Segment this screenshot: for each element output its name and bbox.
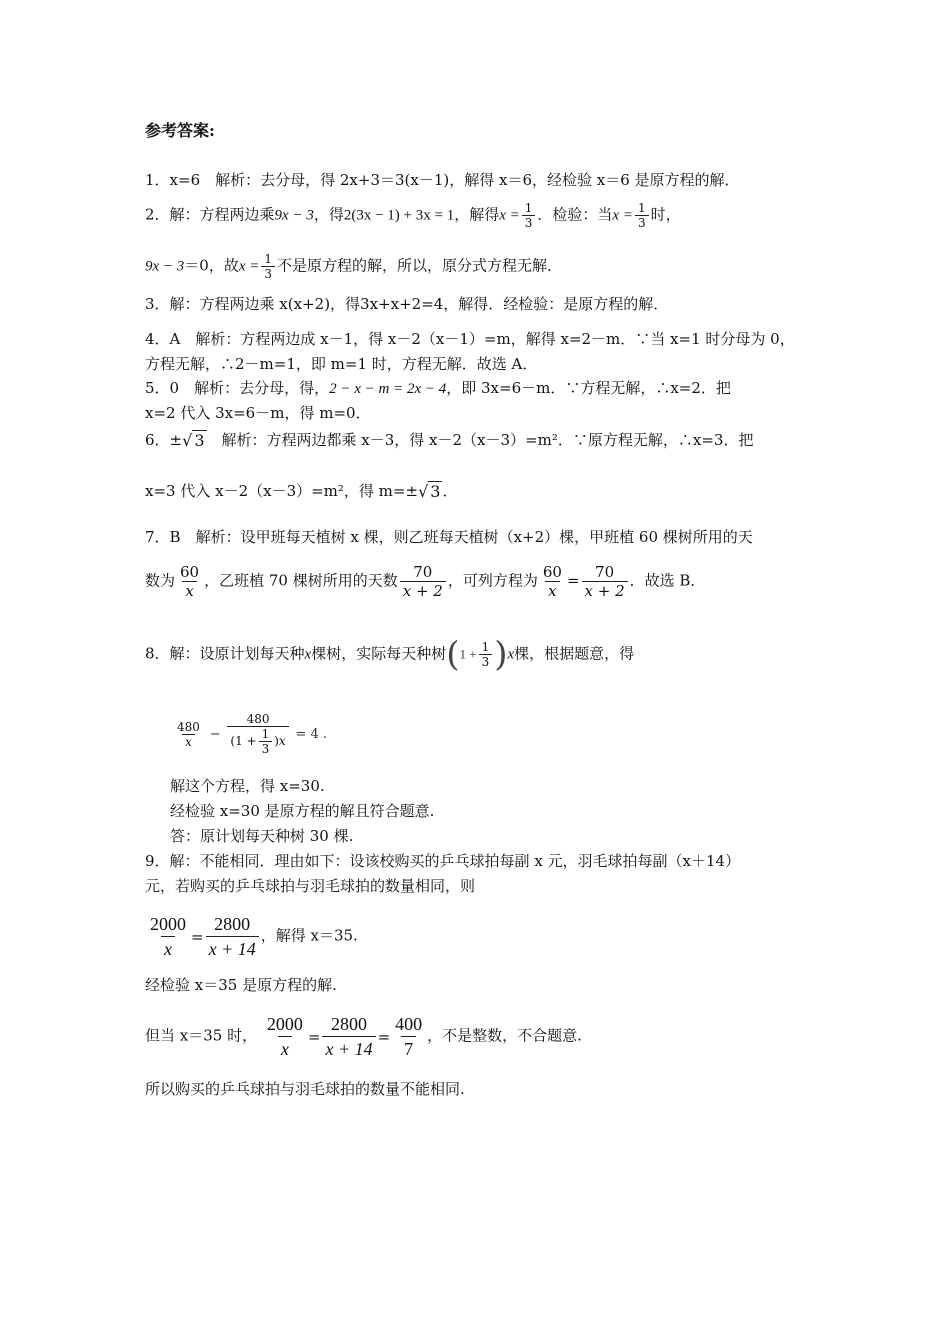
answer-9-equation: $\frac{2000}{x}$ = $\frac{2800}{x + 14}$ ，解得 x＝35. <box>150 914 358 959</box>
answer-2-line-1: 2．解：方程两边乘9x − 3，得2(3x − 1) + 3x = 1，解得x = $\frac{1}{3}$ ．检验：当x = $\frac{1}{3}$ 时， <box>145 201 681 230</box>
answer-8-line-4: 经检验 x=30 是原方程的解且符合题意. <box>170 802 435 820</box>
answer-4-line-2: 方程无解，∴2－m=1，即 m=1 时，方程无解．故选 A． <box>145 355 538 373</box>
answer-7-line-2: 数为 $\frac{60}{x}$ ，乙班植 70 棵树所用的天数 $\frac{70}{x + 2}$ ，可列方程为 $\frac{60}{x}$ = $\frac{70}{x + 2}$ ．故选 B． <box>145 563 706 600</box>
answer-9-line-6: 所以购买的乒乓球拍与羽毛球拍的数量不能相同. <box>145 1080 465 1098</box>
answer-9-line-5: 但当 x＝35 时， $\frac{2000}{x}$ = $\frac{2800}{x + 14}$ = $\frac{400}{7}$ ，不是整数，不合题意. <box>145 1014 582 1059</box>
answer-3: 3．解：方程两边乘 x(x+2)，得3x+x+2=4，解得．经检验：是原方程的解． <box>145 295 669 313</box>
answer-6-line-2: x=3 代入 x－2（x－3）=m²，得 m=±√ 3 ． <box>145 482 458 501</box>
answer-9-line-4: 经检验 x＝35 是原方程的解. <box>145 976 337 994</box>
answer-1: 1．x=6 解析：去分母，得 2x+3＝3(x－1)，解得 x＝6，经检验 x＝6 是原方程的解． <box>145 171 740 189</box>
page-title: 参考答案: <box>145 121 215 140</box>
answer-5-line-2: x=2 代入 3x=6－m，得 m=0． <box>145 404 371 422</box>
answer-4-line-1: 4．A 解析：方程两边成 x－1，得 x－2（x－1）=m，解得 x=2－m．∵当 x=1 时分母为 0， <box>145 330 795 348</box>
answer-7-line-1: 7．B 解析：设甲班每天植树 x 棵，则乙班每天植树（x+2）棵，甲班植 60 棵树所用的天 <box>145 528 753 546</box>
sqrt-3: √ 3 <box>182 431 205 450</box>
answer-8-line-5: 答：原计划每天种树 30 棵. <box>170 827 354 845</box>
answer-8-line-3: 解这个方程，得 x=30. <box>170 777 325 795</box>
answer-9-line-1: 9．解：不能相同．理由如下：设该校购买的乒乓球拍每副 x 元，羽毛球拍每副（x＋14） <box>145 852 741 870</box>
answer-2-line-2: 9x − 3＝0，故x = $\frac{1}{3}$ 不是原方程的解，所以，原分式方程无解． <box>145 252 563 281</box>
answer-5-line-1: 5．0 解析：去分母，得，2 − x − m = 2x − 4，即 3x=6－m．∵方程无解，∴x=2．把 <box>145 379 731 397</box>
equation-8: $\frac{480}{x}$ − 480 (1 + $\frac{1}{3}$ )x = 4 . <box>177 712 328 756</box>
answer-9-line-2: 元，若购买的乒乓球拍与羽毛球拍的数量相同，则 <box>145 877 476 895</box>
answer-8-line-1: 8．解：设原计划每天种x棵树，实际每天种树(1 + $\frac{1}{3}$ )x棵，根据题意，得 <box>145 634 635 675</box>
fraction-one-third: $\frac{1}{3}$ <box>522 201 536 230</box>
answer-6-line-1: 6．±√ 3 解析：方程两边都乘 x－3，得 x－2（x－3）=m²．∵原方程无解，∴x=3．把 <box>145 431 754 450</box>
